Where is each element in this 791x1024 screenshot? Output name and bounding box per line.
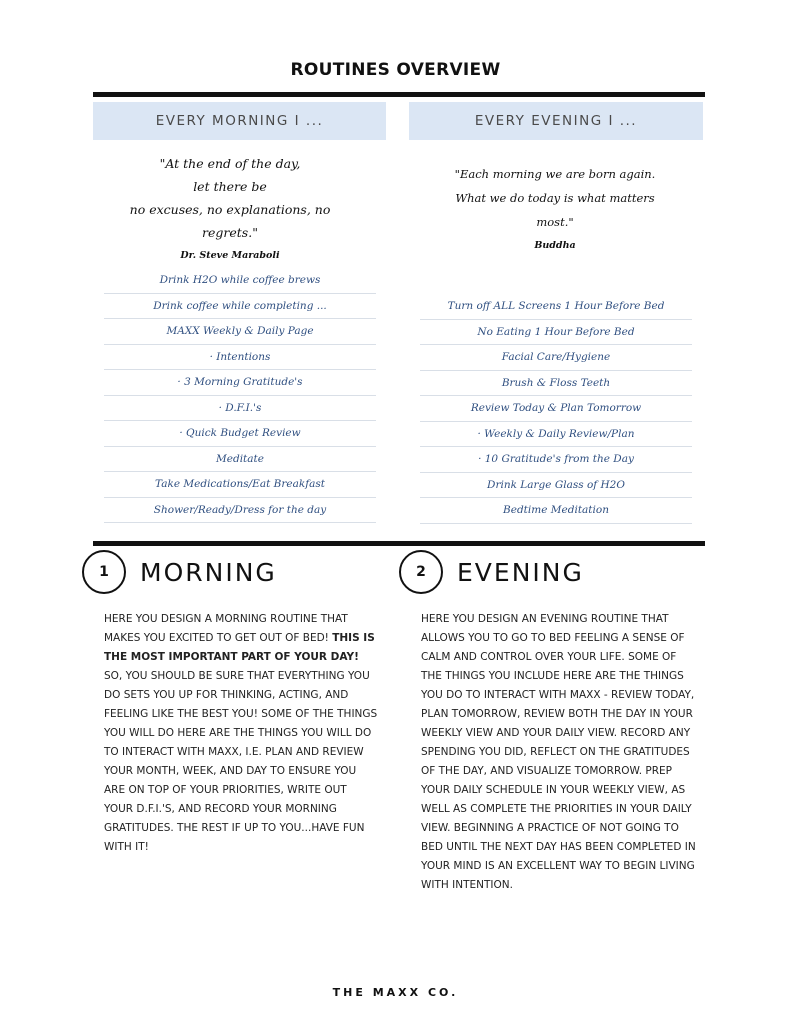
list-item: No Eating 1 Hour Before Bed [420,320,692,346]
morning-quote [120,152,340,267]
evening-description: HERE YOU DESIGN AN EVENING ROUTINE THAT ALLOWS YOU TO GO TO BED FEELING A SENSE OF CALM AND CONTROL OVER YOUR LIFE. SOME OF THE THINGS YOU INCLUDE HERE ARE THE THINGS YOU DO TO INTERACT WITH MAXX - REVIEW TODAY, PLAN TOMORROW, REVIEW BOTH THE DAY IN YOUR WEEKLY VIEW AND YOUR DAILY VIEW. RECORD ANY SPENDING YOU DID, REFLECT ON THE GRATITUDES OF THE DAY, AND VISUALIZE TOMORROW. PREP YOUR DAILY SCHEDULE IN YOUR WEEKLY VIEW, AS WELL AS COMPLETE THE PRIORITIES IN YOUR DAILY VIEW. BEGINNING A PRACTICE OF NOT GOING TO BED UNTIL THE NEXT DAY HAS BEEN COMPLETED IN YOUR MIND IS AN EXCELLENT WAY TO BEGIN LIVING WITH INTENTION. [421,613,696,891]
list-item: Facial Care/Hygiene [420,345,692,371]
list-item: Turn off ALL Screens 1 Hour Before Bed [420,294,692,320]
morning-quote-line: "At the end of the day, [159,156,301,171]
list-item: · 10 Gratitude's from the Day [420,447,692,473]
list-item: Drink H2O while coffee brews [104,268,376,294]
morning-section-title: MORNING [140,557,277,587]
morning-description-emphasis: THIS IS THE MOST IMPORTANT PART OF YOUR DAY! [104,632,375,663]
morning-quote-line: no excuses, no explanations, no regrets." [129,202,331,240]
list-item: · Quick Budget Review [104,421,376,447]
list-item: · Intentions [104,345,376,371]
evening-section-heading [399,550,584,594]
morning-description-body: SO, YOU SHOULD BE SURE THAT EVERYTHING YOU DO SETS YOU UP FOR THINKING, ACTING, AND FEELING LIKE THE BEST YOU! SOME OF THE THINGS YOU WILL DO HERE ARE THE THINGS YOU WILL DO TO INTERACT WITH MAXX, I.E. PLAN AND REVIEW YOUR MONTH, WEEK, AND DAY TO ENSURE YOU ARE ON TOP OF YOUR PRIORITIES, WRITE OUT YOUR D.F.I.'S, AND RECORD YOUR MORNING GRATITUDES. THE REST IF UP TO YOU...HAVE FUN WITH IT! [104,670,378,853]
evening-column-header: EVERY EVENING I ... [409,102,703,140]
morning-description-intro: HERE YOU DESIGN A MORNING ROUTINE THAT MAKES YOU EXCITED TO GET OUT OF BED! [104,613,348,644]
evening-routine-list [420,294,692,524]
evening-quote-line: "Each morning we are born again. [454,167,656,181]
list-item: Drink Large Glass of H2O [420,473,692,499]
footer-brand: THE MAXX CO. [332,986,459,999]
morning-quote-author: Dr. Steve Maraboli [180,250,280,261]
top-divider [93,92,705,97]
list-item: Drink coffee while completing ... [104,294,376,320]
evening-quote-line: What we do today is what matters most." [455,191,655,229]
morning-section-heading [82,550,277,594]
morning-description [104,610,379,857]
section-number-badge: 2 [399,550,443,594]
section-number-badge: 1 [82,550,126,594]
evening-quote [440,162,670,258]
middle-divider [93,541,705,546]
list-item: Take Medications/Eat Breakfast [104,472,376,498]
morning-routine-list [104,268,376,523]
list-item: · D.F.I.'s [104,396,376,422]
list-item: Bedtime Meditation [420,498,692,524]
evening-section-title: EVENING [457,557,584,587]
morning-quote-line: let there be [193,179,267,194]
list-item: Review Today & Plan Tomorrow [420,396,692,422]
list-item: Brush & Floss Teeth [420,371,692,397]
list-item: · Weekly & Daily Review/Plan [420,422,692,448]
list-item: Shower/Ready/Dress for the day [104,498,376,524]
list-item: Meditate [104,447,376,473]
evening-quote-author: Buddha [534,240,576,251]
page-title: ROUTINES OVERVIEW [290,60,501,80]
list-item: MAXX Weekly & Daily Page [104,319,376,345]
morning-column-header: EVERY MORNING I ... [93,102,386,140]
list-item: · 3 Morning Gratitude's [104,370,376,396]
